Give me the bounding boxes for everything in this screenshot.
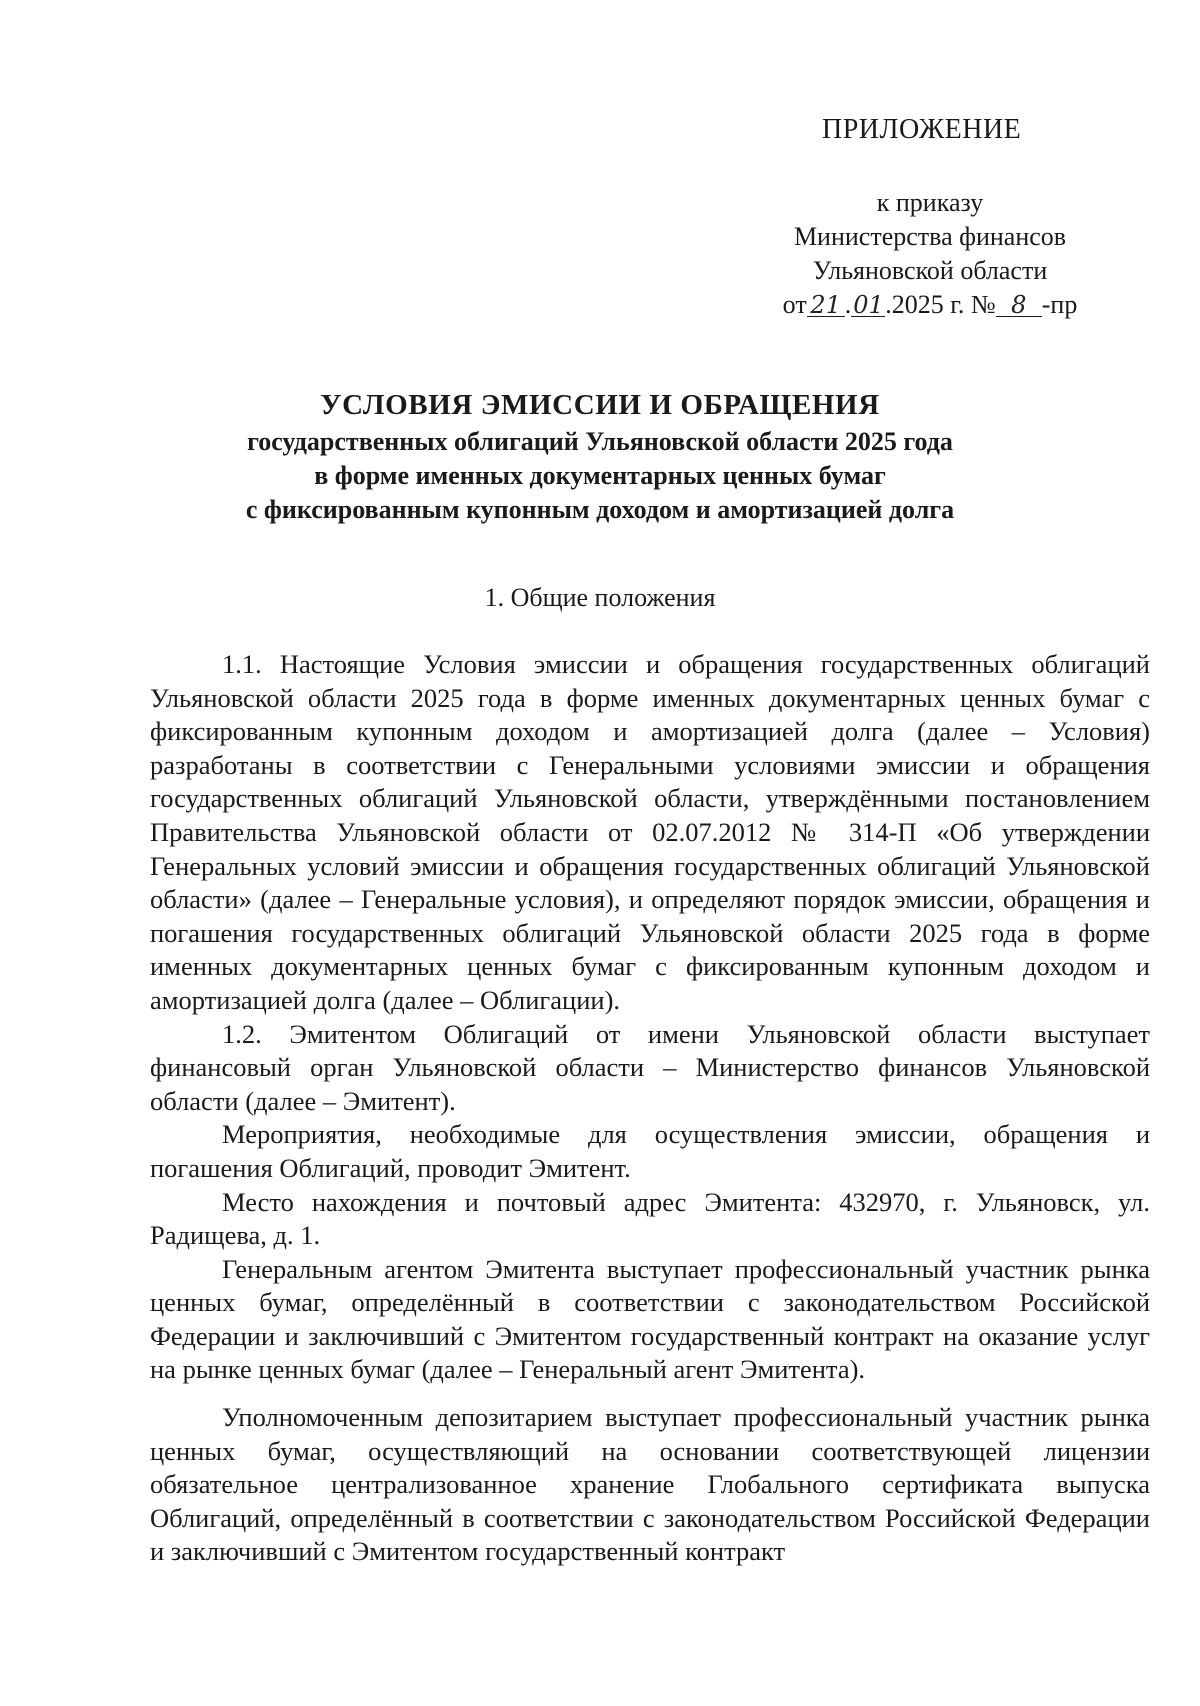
title-line-4: с фиксированным купонным доходом и амортизацией долга [245, 495, 955, 524]
paragraph-depositary: Уполномоченным депозитарием выступает профессиональный участник рынка ценных бумаг, осуществляющий на основании соответствующей лицензии обязательное централизованное хранение Глобального сертификата выпуска Облигаций, определённый в соответствии с законодательством Российской Федерации и заключивший с Эмитентом государственный контракт [150, 1402, 1150, 1567]
paragraph-address: Место нахождения и почтовый адрес Эмитента: 432970, г. Ульяновск, ул. Радищева, д. 1. [150, 1186, 1150, 1251]
title-line-2: государственных облигаций Ульяновской области 2025 года [247, 427, 953, 456]
to-order-line: к приказу [876, 188, 984, 217]
date-year-suffix: .2025 г. № [885, 290, 996, 319]
region-line: Ульяновской области [812, 256, 1048, 285]
paragraph-activities: Мероприятия, необходимые для осуществления эмиссии, обращения и погашения Облигаций, проводит Эмитент. [150, 1119, 1150, 1183]
handwritten-month: 01 [853, 291, 884, 319]
title-line-3: в форме именных документарных ценных бумаг [314, 461, 886, 490]
appendix-title: ПРИЛОЖЕНИЕ [822, 114, 1022, 145]
order-suffix: -пр [1041, 290, 1078, 319]
date-separator: . [844, 290, 852, 319]
order-date-line [740, 288, 1120, 322]
appendix-reference [740, 186, 1120, 322]
date-prefix: от [782, 290, 807, 319]
handwritten-day: 21 [807, 294, 845, 317]
paragraph-general-agent: Генеральным агентом Эмитента выступает профессиональный участник рынка ценных бумаг, определённый в соответствии с законодательством Российской Федерации и заключивший с Эмитентом государственный контракт на оказание услуг на рынке ценных бумаг (далее – Генеральный агент Эмитента). [150, 1253, 1150, 1385]
ministry-line: Министерства финансов [793, 222, 1067, 251]
section-heading: 1. Общие положения [484, 583, 716, 612]
body-text [150, 648, 1150, 1569]
paragraph-1-2: 1.2. Эмитентом Облигаций от имени Ульяновской области выступает финансовый орган Ульяновской области – Министерство финансов Ульяновской области (далее – Эмитент). [150, 1018, 1150, 1116]
document-title [150, 385, 1050, 527]
paragraph-1-1: 1.1. Настоящие Условия эмиссии и обращения государственных облигаций Ульяновской области 2025 года в форме именных документарных ценных бумаг с фиксированным купонным доходом и амортизацией долга (далее – Условия) разработаны в соответствии с Генеральными условиями эмиссии и обращения государственных облигаций Ульяновской области, утверждёнными постановлением Правительства Ульяновской области от 02.07.2012 № 314-П «Об утверждении Генеральных условий эмиссии и обращения государственных облигаций Ульяновской области» (далее – Генеральные условия), и определяют порядок эмиссии, обращения и погашения государственных облигаций Ульяновской области 2025 года в форме именных документарных ценных бумаг с фиксированным купонным доходом и амортизацией долга (далее – Облигации). [150, 649, 1150, 1015]
handwritten-order-number: 8 [996, 294, 1042, 317]
title-main: УСЛОВИЯ ЭМИССИИ И ОБРАЩЕНИЯ [320, 389, 880, 421]
